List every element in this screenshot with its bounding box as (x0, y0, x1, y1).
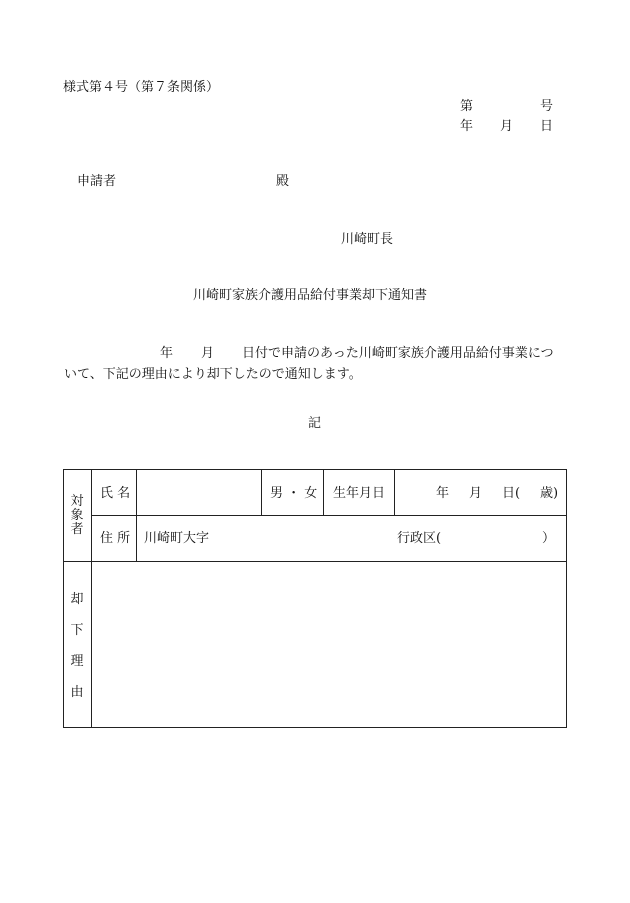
applicant-label: 申請者 (77, 174, 117, 189)
doc-number-suffix: 号 (540, 99, 554, 114)
body-text (64, 343, 572, 385)
subject-label-1: 対 (70, 494, 84, 509)
district-close: ） (542, 531, 556, 546)
table-divider (91, 515, 567, 516)
table-divider (394, 470, 395, 515)
birth-day-age-open: 日( (502, 486, 521, 501)
date-year: 年 (460, 119, 474, 134)
table-divider (64, 561, 567, 562)
birthdate-label: 生年月日 (333, 486, 386, 501)
table-divider (136, 470, 137, 561)
date-day: 日 (540, 119, 554, 134)
body-month: 月 (201, 346, 215, 361)
document-title: 川崎町家族介護用品給付事業却下通知書 (193, 288, 428, 303)
body-year: 年 (160, 346, 174, 361)
reason-content-area[interactable] (93, 563, 565, 725)
subject-table (63, 469, 567, 728)
body-line-1-rest: 日付で申請のあった川崎町家族介護用品給付事業につ (242, 346, 554, 361)
table-divider (261, 470, 262, 515)
reason-label-3: 理 (70, 654, 84, 669)
body-line-1 (64, 343, 572, 364)
table-divider (323, 470, 324, 515)
address-label: 住 所 (100, 531, 131, 546)
reason-label-2: 下 (70, 623, 84, 638)
table-divider (91, 561, 92, 727)
reason-label-1: 却 (70, 592, 84, 607)
doc-number-prefix: 第 (460, 99, 474, 114)
address-value: 川崎町大字 (144, 531, 210, 546)
ki-mark: 記 (308, 416, 322, 431)
reason-label-4: 由 (70, 685, 84, 700)
subject-label-2: 象 (70, 508, 84, 523)
birth-year: 年 (436, 486, 450, 501)
gender-options: 男 ・ 女 (270, 486, 318, 501)
subject-label-3: 者 (70, 522, 84, 537)
body-line-2: いて、下記の理由により却下したので通知します。 (64, 367, 362, 382)
birth-month: 月 (469, 486, 483, 501)
district-label: 行政区( (397, 531, 442, 546)
form-number: 様式第４号（第７条関係） (63, 80, 220, 95)
age-unit: 歳) (540, 486, 559, 501)
issuer: 川崎町長 (341, 232, 394, 247)
name-label: 氏 名 (100, 486, 131, 501)
date-month: 月 (500, 119, 514, 134)
honorific: 殿 (276, 174, 290, 189)
